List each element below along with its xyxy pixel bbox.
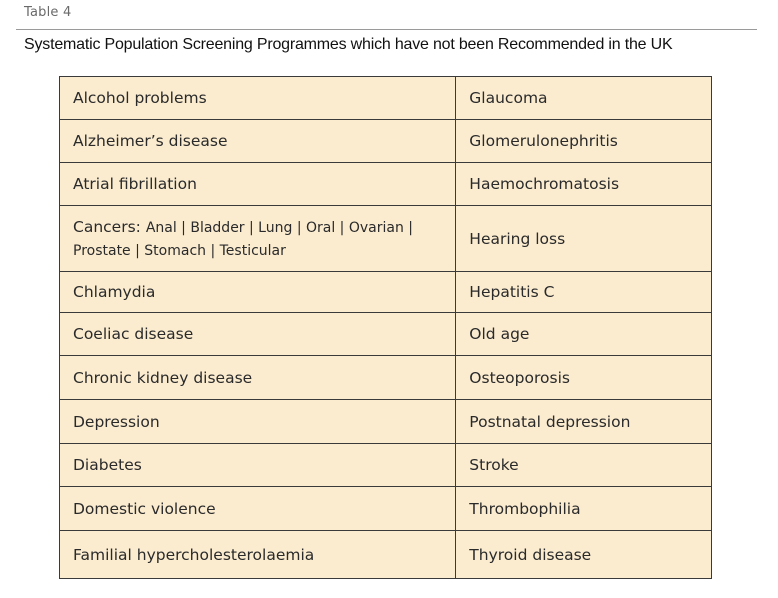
table-row bbox=[60, 120, 712, 163]
table-row bbox=[60, 487, 712, 531]
table-cell: Depression bbox=[60, 400, 456, 444]
table-row bbox=[60, 444, 712, 487]
table-row bbox=[60, 531, 712, 579]
table-cell: Hearing loss bbox=[456, 206, 712, 272]
table-row bbox=[60, 163, 712, 206]
table-cell: Glaucoma bbox=[456, 77, 712, 120]
cancers-list-line-2: Prostate | Stomach | Testicular bbox=[73, 242, 286, 259]
table-cell: Alcohol problems bbox=[60, 77, 456, 120]
cancers-prefix: Cancers: bbox=[73, 217, 141, 236]
cancers-list-line-1: Anal | Bladder | Lung | Oral | Ovarian | bbox=[145, 219, 413, 236]
table-row bbox=[60, 272, 712, 313]
table-number-label: Table 4 bbox=[24, 5, 72, 20]
table-cell: Glomerulonephritis bbox=[456, 120, 712, 163]
table-cell: Domestic violence bbox=[60, 487, 456, 531]
table-caption: Systematic Population Screening Programmes which have not been Recommended in the UK bbox=[24, 36, 673, 53]
table-row bbox=[60, 206, 712, 272]
screening-table bbox=[59, 76, 712, 579]
table-row bbox=[60, 356, 712, 400]
table-cell: Coeliac disease bbox=[60, 313, 456, 356]
table-cell: Hepatitis C bbox=[456, 272, 712, 313]
table-cell: Postnatal depression bbox=[456, 400, 712, 444]
table-cell: Atrial fibrillation bbox=[60, 163, 456, 206]
table-cell: Chronic kidney disease bbox=[60, 356, 456, 400]
table-cell: Alzheimer’s disease bbox=[60, 120, 456, 163]
table-cell: Diabetes bbox=[60, 444, 456, 487]
table-cell: Chlamydia bbox=[60, 272, 456, 313]
table-row bbox=[60, 313, 712, 356]
table-cell: Osteoporosis bbox=[456, 356, 712, 400]
table-cell: Old age bbox=[456, 313, 712, 356]
table-cell: Thrombophilia bbox=[456, 487, 712, 531]
table-cell: Thyroid disease bbox=[456, 531, 712, 579]
table-cell: Stroke bbox=[456, 444, 712, 487]
table-row bbox=[60, 400, 712, 444]
table-row bbox=[60, 77, 712, 120]
header-rule bbox=[16, 29, 757, 30]
table-cell: Haemochromatosis bbox=[456, 163, 712, 206]
table-cell: Familial hypercholesterolaemia bbox=[60, 531, 456, 579]
table-cell bbox=[60, 206, 456, 272]
